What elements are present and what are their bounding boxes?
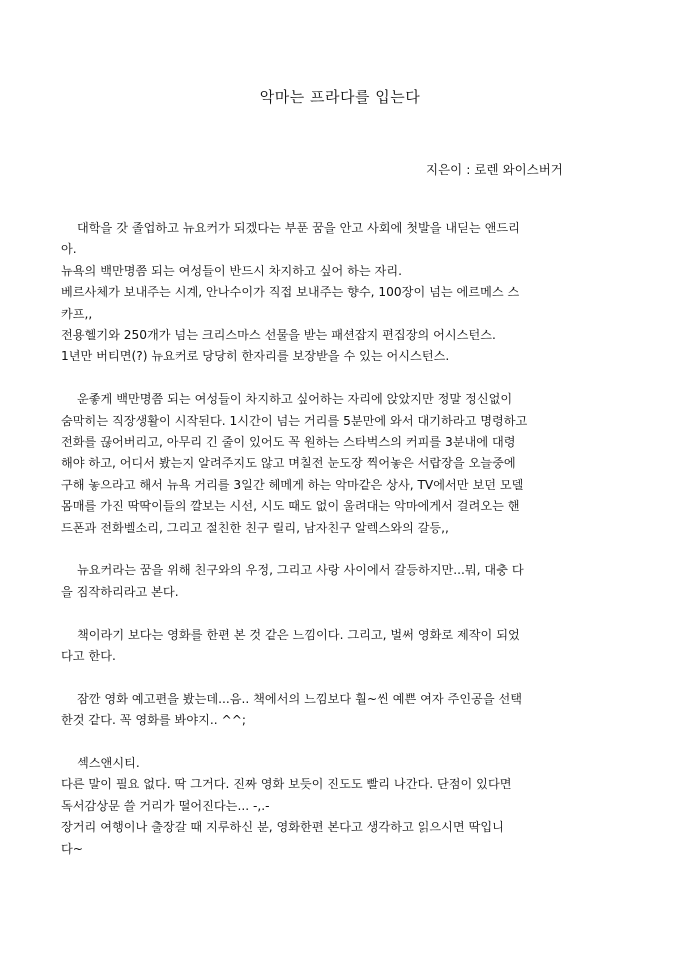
text-line: 전화를 끊어버리고, 아무리 긴 줄이 있어도 꼭 원하는 스타벅스의 커피를 3분내에 대령 <box>61 435 516 450</box>
text-line: 책이라기 보다는 영화를 한편 본 것 같은 느낌이다. 그리고, 벌써 영화로 제작이 되었 <box>77 627 520 642</box>
text-line: 1년만 버티면(?) 뉴요커로 당당히 한자리를 보장받을 수 있는 어시스턴스. <box>61 349 450 364</box>
text-line: 몸매를 가진 딱딱이들의 깔보는 시선, 시도 때도 없이 울려대는 악마에게서 걸려오는 핸 <box>61 499 520 514</box>
text-line: 을 짐작하리라고 본다. <box>61 584 179 599</box>
text-line: 아. <box>61 242 77 257</box>
paragraph <box>61 689 627 732</box>
text-line: 운좋게 백만명쯤 되는 여성들이 차지하고 싶어하는 자리에 앉았지만 정말 정신없이 <box>77 392 513 407</box>
paragraph <box>61 625 627 668</box>
text-line: 섹스앤시티. <box>77 756 140 771</box>
text-line: 대학을 갓 졸업하고 뉴요커가 되겠다는 부푼 꿈을 안고 사회에 첫발을 내딛는 앤드리 <box>77 221 520 235</box>
text-line: 독서감상문 쓸 거리가 떨어진다는... -,.- <box>61 798 270 813</box>
text-line: 베르사체가 보내주는 시계, 안나수이가 직접 보내주는 향수, 100장이 넘는 에르메스 스 <box>61 285 520 300</box>
paragraph <box>61 389 627 539</box>
paragraph <box>61 560 627 603</box>
text-line: 다고 한다. <box>61 649 116 664</box>
text-line: 다른 말이 필요 없다. 딱 그거다. 진짜 영화 보듯이 진도도 빨리 나간다. 단점이 있다면 <box>61 777 512 792</box>
text-line: 다~ <box>61 841 83 856</box>
text-line: 뉴욕의 백만명쯤 되는 여성들이 반드시 차지하고 싶어 하는 자리. <box>61 263 402 278</box>
text-line: 카프,, <box>61 306 93 321</box>
text-line: 드폰과 전화벨소리, 그리고 절친한 친구 릴리, 남자친구 알렉스와의 갈등,, <box>61 520 449 535</box>
text-line: 전용헬기와 250개가 넘는 크리스마스 선물을 받는 패션잡지 편집장의 어시스턴스. <box>61 328 496 343</box>
author-line: 지은이 : 로렌 와이스버거 <box>426 162 563 177</box>
text-line: 해야 하고, 어디서 봤는지 알려주지도 않고 며칠전 눈도장 찍어놓은 서랍장을 오늘중에 <box>61 456 516 471</box>
paragraph <box>61 218 627 368</box>
text-line: 잠깐 영화 예고편을 봤는데...음.. 책에서의 느낌보다 훨~씬 예쁜 여자 주인공을 선택 <box>77 691 523 706</box>
text-line: 장거리 여행이나 출장갈 때 지루하신 분, 영화한편 본다고 생각하고 읽으시면 딱입니 <box>61 820 504 835</box>
text-line: 숨막히는 직장생활이 시작된다. 1시간이 넘는 거리를 5분만에 와서 대기하라고 명령하고 <box>61 413 528 428</box>
document-body <box>61 218 627 882</box>
text-line: 뉴요커라는 꿈을 위해 친구와의 우정, 그리고 사랑 사이에서 갈등하지만...뭐, 대충 다 <box>77 563 524 578</box>
paragraph <box>61 753 627 860</box>
text-line: 한것 같다. 꼭 영화를 봐야지.. ^^; <box>61 713 247 728</box>
document-title: 악마는 프라다를 입는다 <box>259 88 421 106</box>
text-line: 구해 놓으라고 해서 뉴욕 거리를 3일간 헤메게 하는 악마같은 상사, TV에서만 보던 모델 <box>61 477 524 492</box>
